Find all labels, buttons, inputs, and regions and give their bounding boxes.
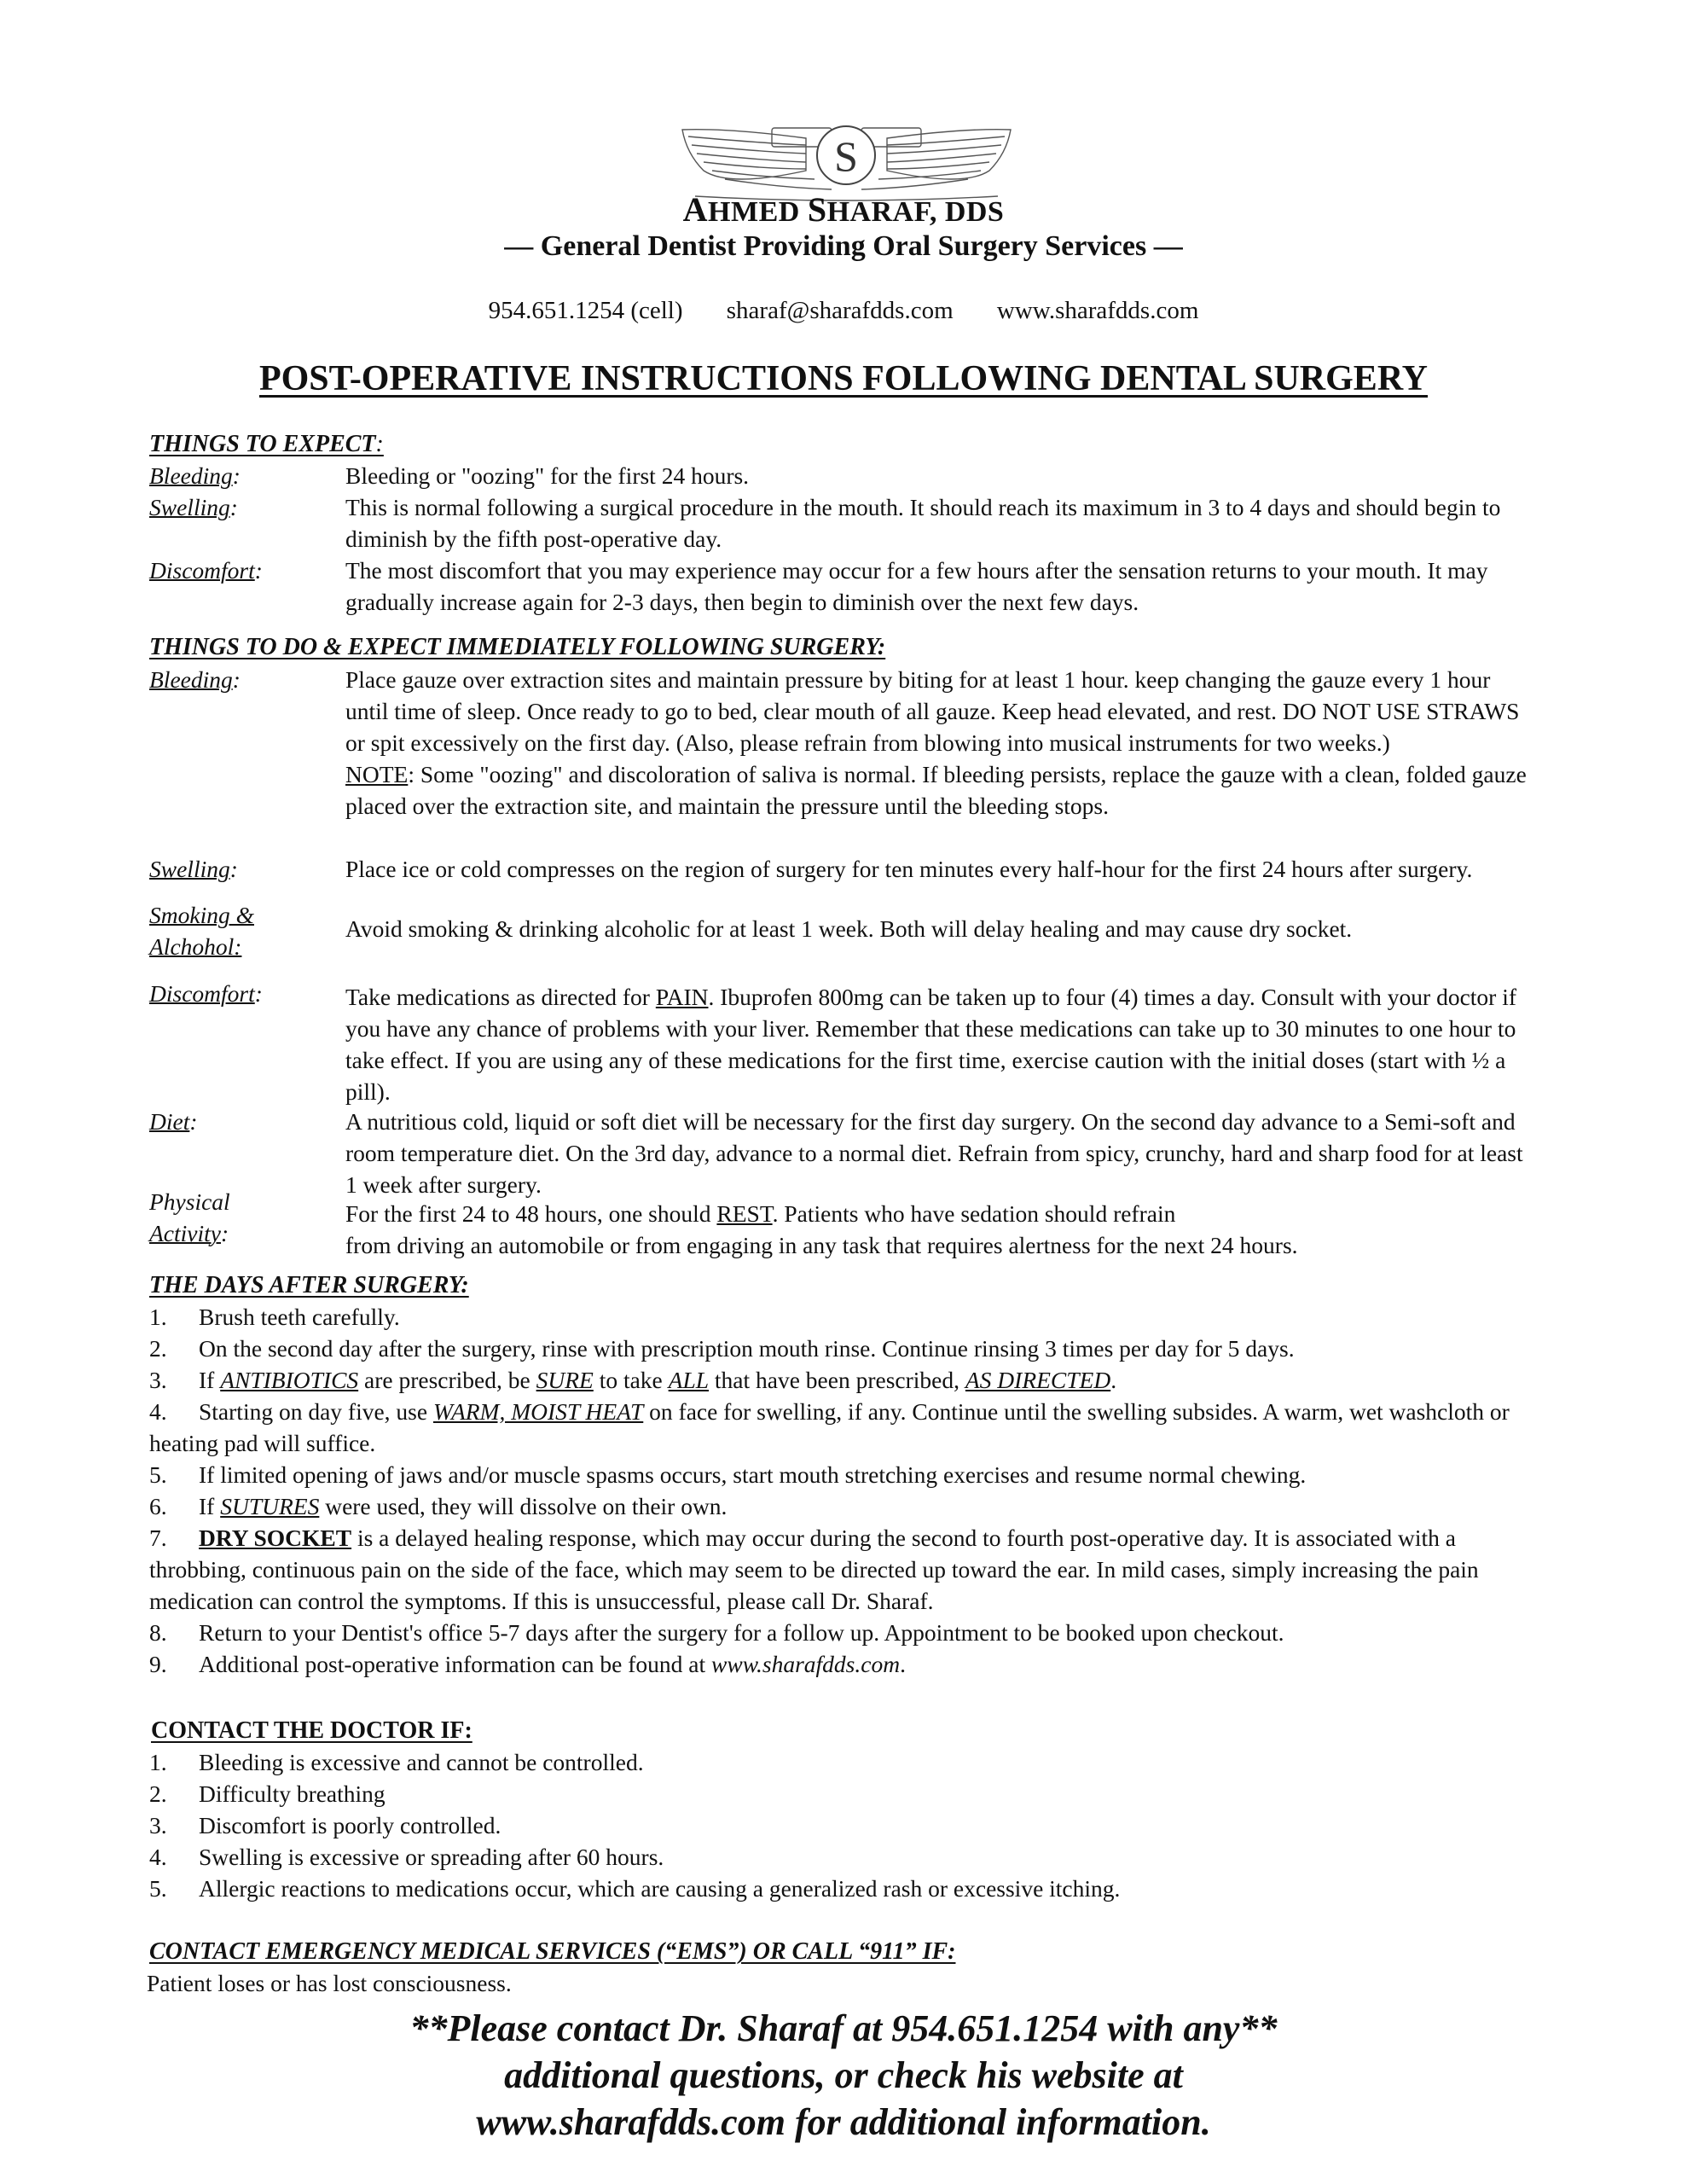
section-heading-contact-doctor: CONTACT THE DOCTOR IF:: [151, 1717, 472, 1744]
term-description: Place gauze over extraction sites and maintain pressure by biting for at least 1 hour. keep changing the gauze every 1 hour until time of sleep. Once ready to go to bed, clear mouth of all gauze. Keep head elevated, and rest. DO NOT USE STRAWS or spit excessively on the first day. (Also, please refrain from blowing into musical instruments for two weeks.) NOTE: Some "oozing" and discoloration of saliva is normal. If bleeding persists, replace the gauze with a clean, folded gauze placed over the extraction site, and maintain the pressure until the bleeding stops.: [345, 666, 1527, 819]
list-item: 4. Swelling is excessive or spreading after 60 hours.: [149, 1844, 664, 1870]
list-item: 7. DRY SOCKET is a delayed healing response, which may occur during the second to fourth post-operative day. It is associated with a throbbing, continuous pain on the side of the face, which may seem to be directed up toward the ear. In mild cases, simply increasing the pain medication can control the symptoms. If this is unsuccessful, please call Dr. Sharaf.: [149, 1525, 1479, 1614]
term-label: Discomfort:: [149, 980, 263, 1007]
term-description: Avoid smoking & drinking alcoholic for at least 1 week. Both will delay healing and may cause dry socket.: [345, 915, 1353, 942]
list-item: 1. Brush teeth carefully.: [149, 1304, 400, 1330]
website-link[interactable]: www.sharafdds.com: [996, 297, 1199, 324]
term-label: Bleeding:: [149, 462, 241, 489]
note-label: NOTE: [345, 761, 409, 787]
section-heading-things-to-expect: THINGS TO EXPECT:: [149, 431, 384, 457]
emergency-text: Patient loses or has lost consciousness.: [147, 1970, 512, 1996]
practice-tagline: — General Dentist Providing Oral Surgery Services —: [504, 230, 1183, 262]
list-item: 2. On the second day after the surgery, rinse with prescription mouth rinse. Continue rinsing 3 times per day for 5 days.: [149, 1335, 1295, 1362]
list-item: 8. Return to your Dentist's office 5-7 days after the surgery for a follow up. Appointment to be booked upon checkout.: [149, 1619, 1284, 1646]
list-item: 4. Starting on day five, use WARM, MOIST HEAT on face for swelling, if any. Continue until the swelling subsides. A warm, wet washcloth or heating pad will suffice.: [149, 1398, 1510, 1456]
term-label: Swelling:: [149, 494, 238, 520]
list-item: 3. If ANTIBIOTICS are prescribed, be SURE to take ALL that have been prescribed, AS DIRECTED.: [149, 1367, 1117, 1393]
term-label: Smoking & Alchohol:: [149, 902, 254, 960]
list-item: 3. Discomfort is poorly controlled.: [149, 1812, 501, 1838]
section-heading-emergency: CONTACT EMERGENCY MEDICAL SERVICES (“EMS”) OR CALL “911” IF:: [149, 1938, 956, 1965]
list-item: 1. Bleeding is excessive and cannot be controlled.: [149, 1749, 644, 1775]
term-description: For the first 24 to 48 hours, one should REST. Patients who have sedation should refrain from driving an automobile or from engaging in any task that requires alertness for the next 24 hours.: [345, 1200, 1298, 1258]
term-label: Physical Activity:: [149, 1188, 230, 1246]
term-label: Discomfort:: [149, 557, 263, 584]
phone-number: 954.651.1254 (cell): [488, 297, 683, 324]
page-title: POST-OPERATIVE INSTRUCTIONS FOLLOWING DENTAL SURGERY: [258, 359, 1429, 398]
list-item: 5. If limited opening of jaws and/or muscle spasms occurs, start mouth stretching exercises and resume normal chewing.: [149, 1461, 1307, 1488]
term-description: Bleeding or "oozing" for the first 24 hours.: [345, 462, 750, 489]
list-item: 9. Additional post-operative information can be found at www.sharafdds.com.: [149, 1651, 906, 1677]
list-item: 2. Difficulty breathing: [149, 1780, 386, 1807]
doctor-name: AHMED SHARAF, DDS: [682, 190, 1005, 229]
term-description: The most discomfort that you may experience may occur for a few hours after the sensation returns to your mouth. It may gradually increase again for 2-3 days, then begin to diminish over the next few days.: [345, 557, 1488, 615]
list-item: 5. Allergic reactions to medications occur, which are causing a generalized rash or excessive itching.: [149, 1875, 1121, 1902]
term-label: Bleeding:: [149, 666, 241, 693]
term-label: Diet:: [149, 1108, 198, 1135]
section-heading-immediately-following: THINGS TO DO & EXPECT IMMEDIATELY FOLLOWING SURGERY:: [149, 634, 886, 660]
term-label: Swelling:: [149, 856, 238, 882]
email-link[interactable]: sharaf@sharafdds.com: [726, 297, 954, 324]
section-heading-days-after: THE DAYS AFTER SURGERY:: [149, 1272, 469, 1298]
term-description: This is normal following a surgical procedure in the mouth. It should reach its maximum in 3 to 4 days and should begin to diminish by the fifth post-operative day.: [345, 494, 1501, 552]
contact-line: [0, 297, 1687, 325]
list-item: 6. If SUTURES were used, they will dissolve on their own.: [149, 1493, 728, 1519]
term-description: Place ice or cold compresses on the region of surgery for ten minutes every half-hour for the first 24 hours after surgery.: [345, 856, 1473, 882]
footer-contact-note: **Please contact Dr. Sharaf at 954.651.1254 with any** additional questions, or check his website at www.sharafdds.com for additional information.: [409, 2007, 1278, 2143]
term-description: A nutritious cold, liquid or soft diet will be necessary for the first day surgery. On the second day advance to a Semi-soft and room temperature diet. On the 3rd day, advance to a normal diet. Refrain from spicy, crunchy, hard and sharp food for at least 1 week after surgery.: [345, 1108, 1523, 1198]
logo-letter: S: [834, 132, 858, 180]
term-description: Take medications as directed for PAIN. Ibuprofen 800mg can be taken up to four (4) times a day. Consult with your doctor if you have any chance of problems with your liver. Remember that these medications can take up to 30 minutes to one hour to take effect. If you are using any of these medications for the first time, exercise caution with the initial doses (start with ½ a pill).: [345, 984, 1516, 1105]
website-link[interactable]: www.sharafdds.com: [711, 1651, 901, 1677]
